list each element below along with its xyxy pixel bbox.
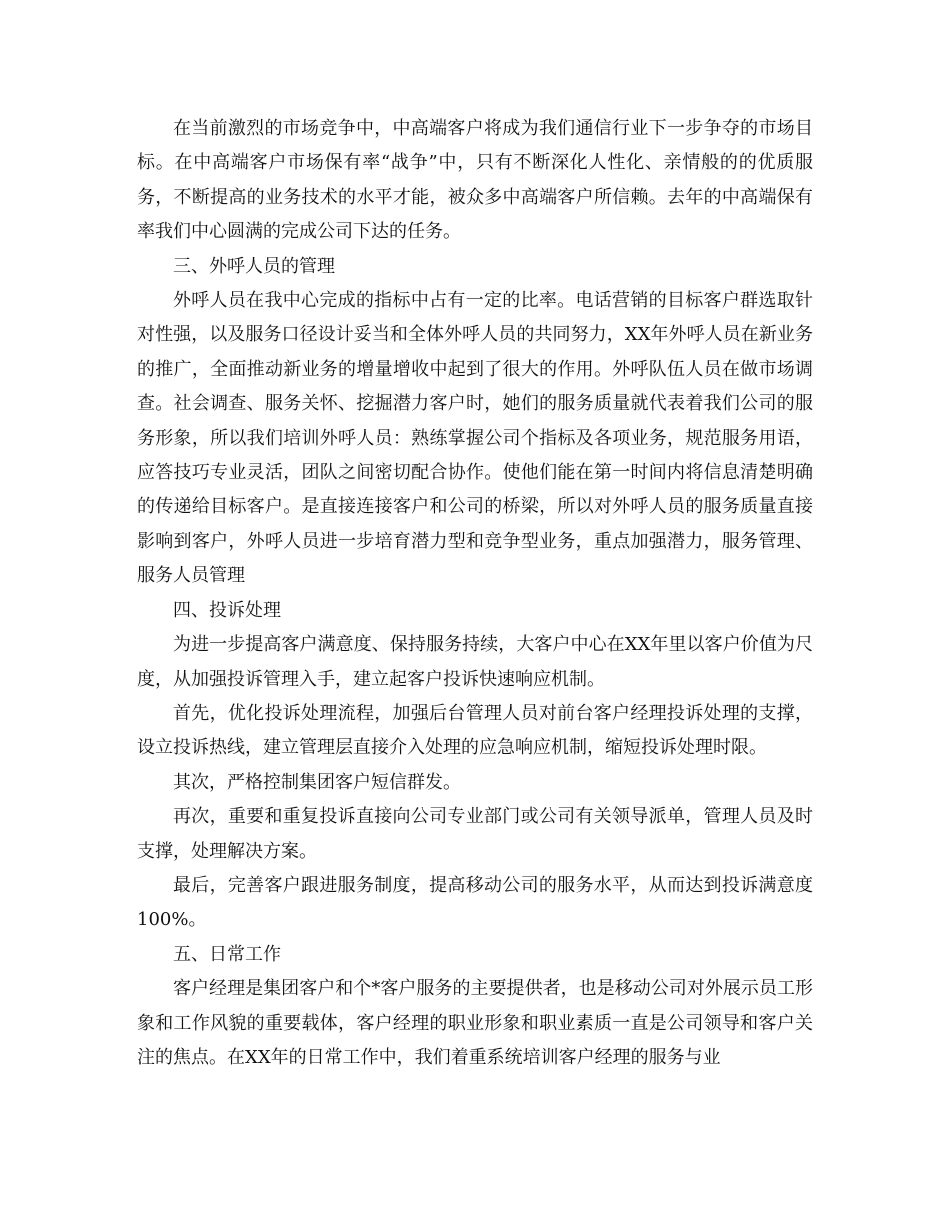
paragraph-daily-work: 客户经理是集团客户和个*客户服务的主要提供者，也是移动公司对外展示员工形象和工作风貌的重要载体，客户经理的职业形象和职业素质一直是公司领导和客户关注的焦点。在XX年的日常工作中，我们着重系统培训客户经理的服务与业 <box>137 978 813 1068</box>
paragraph-complaints-intro: 为进一步提高客户满意度、保持服务持续，大客户中心在XX年里以客户价值为尺度，从加强投诉管理入手，建立起客户投诉快速响应机制。 <box>137 634 813 690</box>
paragraph-complaints-third: 再次，重要和重复投诉直接向公司专业部门或公司有关领导派单，管理人员及时支撑，处理解决方案。 <box>137 806 813 862</box>
paragraph-outbound-staff: 外呼人员在我中心完成的指标中占有一定的比率。电话营销的目标客户群选取针对性强，以及服务口径设计妥当和全体外呼人员的共同努力，XX年外呼人员在新业务的推广，全面推动新业务的增量增收中起到了很大的作用。外呼队伍人员在做市场调查。社会调查、服务关怀、挖掘潜力客户时，她们的服务质量就代表着我们公司的服务形象，所以我们培训外呼人员：熟练掌握公司个指标及各项业务，规范服务用语，应答技巧专业灵活，团队之间密切配合协作。使他们能在第一时间内将信息清楚明确的传递给目标客户。是直接连接客户和公司的桥梁，所以对外呼人员的服务质量直接影响到客户，外呼人员进一步培育潜力型和竞争型业务，重点加强潜力，服务管理、服务人员管理 <box>137 290 813 587</box>
section-heading-daily-work: 五、日常工作 <box>173 943 281 965</box>
paragraph-complaints-first: 首先，优化投诉处理流程，加强后台管理人员对前台客户经理投诉处理的支撑，设立投诉热线，建立管理层直接介入处理的应急响应机制，缩短投诉处理时限。 <box>137 702 813 759</box>
paragraph-high-end-customers: 在当前激烈的市场竞争中，中高端客户将成为我们通信行业下一步争夺的市场目标。在中高端客户市场保有率“战争”中，只有不断深化人性化、亲情般的的优质服务，不断提高的业务技术的水平才能，被众多中高端客户所信赖。去年的中高端保有率我们中心圆满的完成公司下达的任务。 <box>137 118 813 243</box>
section-heading-complaints: 四、投诉处理 <box>173 599 281 621</box>
paragraph-complaints-second: 其次，严格控制集团客户短信群发。 <box>173 771 461 793</box>
section-heading-outbound-staff: 三、外呼人员的管理 <box>173 255 335 277</box>
paragraph-complaints-last: 最后，完善客户跟进服务制度，提高移动公司的服务水平，从而达到投诉满意度100%。 <box>137 874 813 931</box>
document-body <box>137 112 813 1075</box>
